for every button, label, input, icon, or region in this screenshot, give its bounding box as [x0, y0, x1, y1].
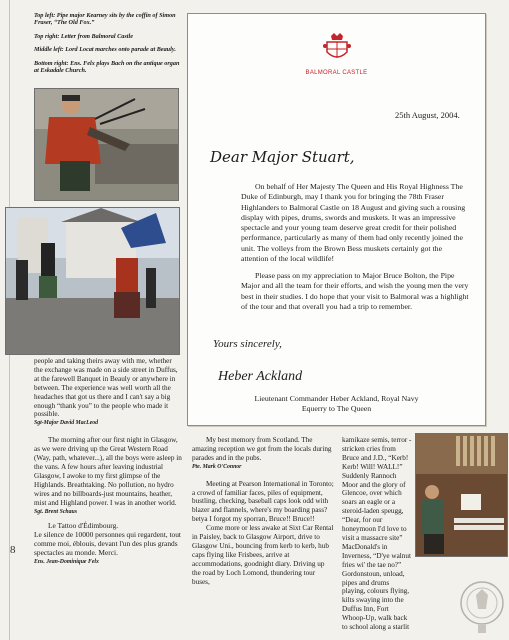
column-2 — [192, 436, 334, 587]
letter-signer-title: Equerry to The Queen — [301, 404, 372, 413]
letter-signer-name: Lieutenant Commander Heber Ackland, Royal Navy — [254, 394, 419, 403]
col1-credit-3: Ens. Jean-Dominique Felx — [34, 559, 99, 566]
col1-credit-2: Sgt. Brent Schaus — [34, 508, 78, 515]
letter-salutation: Dear Major Stuart, — [210, 148, 355, 166]
photo-organ-player — [415, 433, 508, 557]
royal-crest-icon — [323, 32, 351, 64]
col1-paragraph-1: people and taking theirs away with me, whether the exchange was made on a side street in Duffus, at the farewell Banquet in Beauly or anywhere in between. The experience was well worth all the headaches that got us there and I can't say a big enough “thank you” to the people who made it possible. — [34, 357, 178, 419]
caption-top-right: Top right: Letter from Balmoral Castle — [34, 32, 133, 40]
col1-credit-1: Sgt-Major David MacLeod — [34, 420, 99, 427]
letter-paragraph-1-wrap — [223, 182, 470, 264]
caption-top-left: Top left: Pipe major Kearney sits by the coffin of Simon Fraser, “The Old Fox.” — [34, 12, 176, 27]
photo-piper-by-coffin — [34, 88, 179, 201]
col2-paragraph-2: Meeting at Pearson International in Toronto; a crowd of familiar faces, piles of equipment, bustling, checking, baseball caps look odd with blazer and flannels, where's my boarding pass? betya I forgot my sporran, Bruce!! Bruce!! — [192, 479, 334, 524]
letter-paragraph-2-wrap — [223, 271, 470, 312]
letter-header: BALMORAL CASTLE — [305, 70, 368, 76]
caption-bottom-right: Bottom right: Ens. Felx plays Bach on the antique organ at Eskadale Church. — [34, 59, 180, 75]
photo-captions — [34, 12, 184, 80]
col1-paragraph-2: The morning after our first night in Glasgow, as we were driving up the Great Western Road (Way, path, whatever...), all the boys were asleep in the vans. A few hours after leaving industrial Glasgow, I awoke to my first glimpse of the Highlands. Breathtaking. No pollution, no hydro wires and no billboards-just mountains, heather, mist and Highland power. I was in another world. — [34, 436, 182, 507]
letter-paragraph-2: Please pass on my appreciation to Major Bruce Bolton, the Pipe Major and all the team for their efforts, and wish the young men the very best in their studies. I do hope that your visit to Balmoral was a highlight of the tour and that overall you had a trip to remember. — [241, 271, 469, 311]
letter-closing: Yours sincerely, — [213, 338, 282, 350]
col2-paragraph-1: My best memory from Scotland. The amazing reception we got from the locals during parades and in the pubs. — [192, 436, 332, 462]
col1-french-title: Le Tattoo d'Édimbourg. — [48, 521, 119, 531]
col3-paragraph-1: kamikaze semis, terror - stricken cries from Bruce and J.D., “Kerb! Kerb! Will! WALL!” Suddenly Rannoch Moor and the glory of Glencoe, over which soars an eagle or a steroid-laden speugg, “Dear, for our honeymoon I'd love to visit a massacre site” MacDonald's in Inverness, “D'ye walnut fries wi' the tae no?” Gordonstoun, unload, pipes and drums playing, colours flying, kilts swaying into the Duffus Inn, Fort Whoop-Up, walk back to school along a starlit — [342, 436, 412, 632]
col2-credit-1: Pte. Mark O'Connor — [192, 463, 242, 470]
letter-date: 25th August, 2004. — [395, 110, 460, 120]
balmoral-letter — [187, 13, 486, 426]
column-3 — [342, 436, 412, 632]
letter-paragraph-1: On behalf of Her Majesty The Queen and His Royal Highness The Duke of Edinburgh, may I thank you for bringing the 78th Fraser Highlanders to Balmoral Castle on 18 August and giving such a rousing display with pipes, drums, swords and muskets. It was an impressive spectacle and your young team deserve great credit for their polished performance, particularly as many of them had only recently joined the unit. The volleys from the Brown Bess muskets certainly got the attention of the local wildlife! — [241, 182, 466, 264]
col1-french-paragraph: Le silence de 10000 personnes qui regardent, tout comme moi, éblouis, devant l'un des plus grands spectacles au monde. Merci. — [34, 530, 181, 558]
col2-paragraph-3: Come more or less awake at Sixt Car Rental in Paisley, back to Glasgow Airport, drive to Glasgow Uni., bouncing from kerb to kerb, hub caps flying like Frisbees, arrive at accommodations, goodnight diary. Driving up the road by Loch Lomond, thundering tour buses, — [192, 524, 334, 586]
watermark-seal-icon — [458, 565, 506, 635]
caption-middle-left: Middle left: Lord Locat marches onto parade at Beauly. — [34, 46, 176, 54]
photo-parade-at-beauly — [5, 207, 180, 355]
page-number: 8 — [10, 544, 16, 556]
column-1 — [34, 357, 182, 567]
letter-signature: Heber Ackland — [218, 369, 303, 384]
